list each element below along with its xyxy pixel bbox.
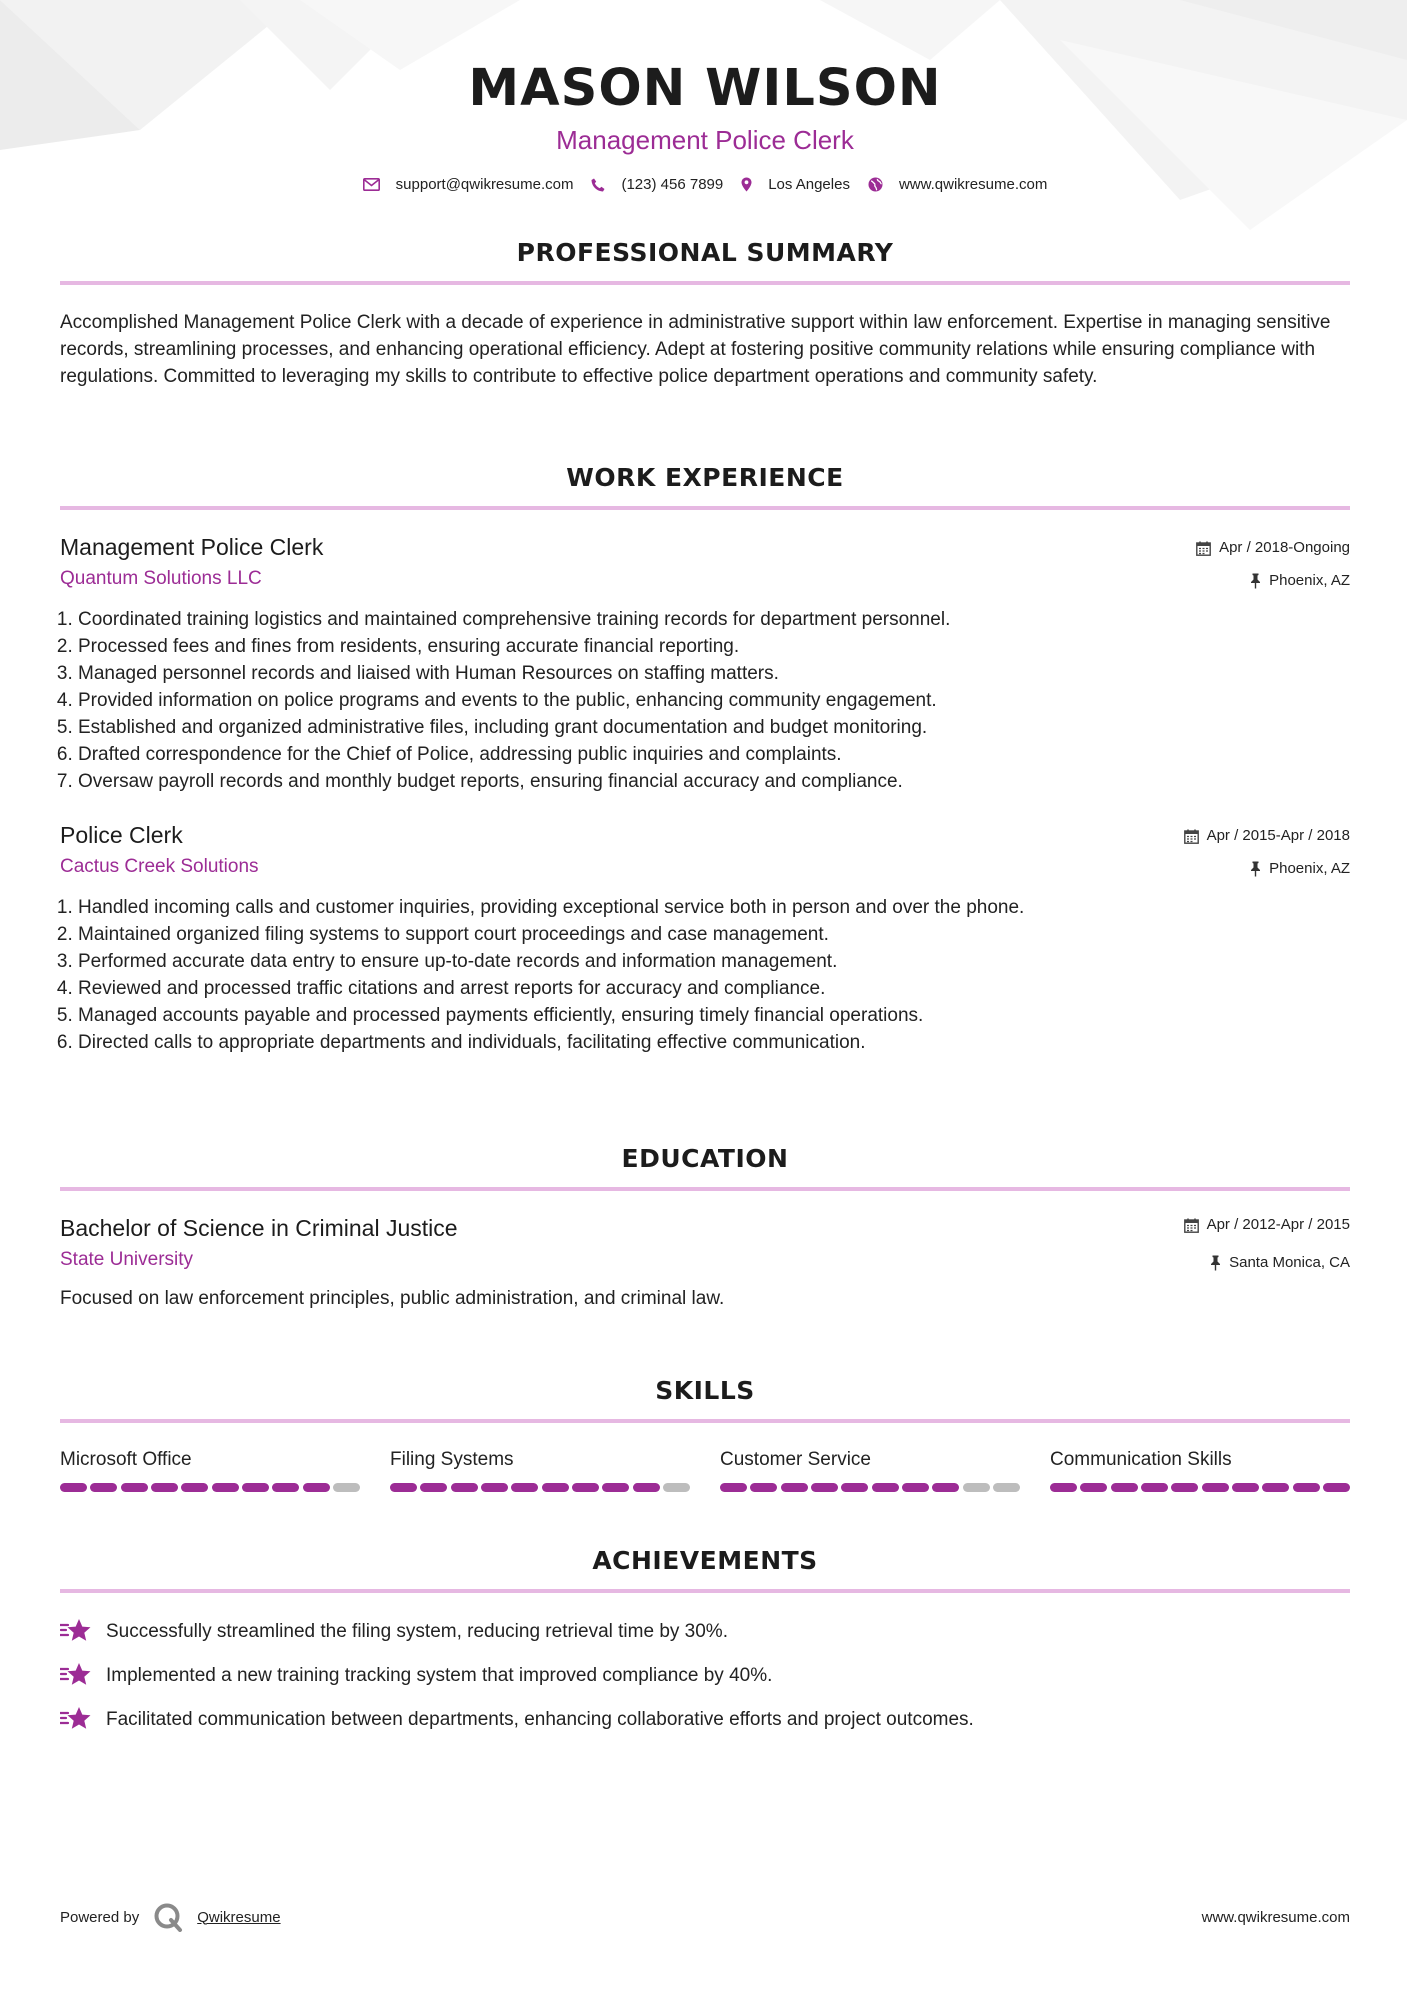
section-divider (60, 1589, 1350, 1593)
section-divider (60, 281, 1350, 285)
duty-item: 5. Established and organized administrative files, including grant documentation and budget monitoring. (78, 714, 1350, 741)
skill-segment-filled (841, 1483, 868, 1492)
job-dates (1196, 538, 1350, 558)
job-duties (60, 606, 1350, 795)
experience-section (60, 462, 1350, 1056)
skill-segment-filled (572, 1483, 599, 1492)
resume-header (60, 0, 1350, 193)
skill-segment-filled (181, 1483, 208, 1492)
job-duties (60, 894, 1350, 1056)
contact-phone-text: (123) 456 7899 (621, 176, 724, 193)
skills-heading: SKILLS (655, 1376, 755, 1405)
skill-segment-filled (811, 1483, 838, 1492)
globe-icon (868, 177, 883, 192)
job-dates (1184, 826, 1350, 846)
job-location-text: Phoenix, AZ (1269, 860, 1350, 877)
duty-item: 2. Processed fees and fines from residents, ensuring accurate financial reporting. (78, 633, 1350, 660)
skill-segment-filled (1202, 1483, 1229, 1492)
job-dates-text: Apr / 2015-Apr / 2018 (1206, 827, 1350, 844)
education-section (60, 1143, 1350, 1312)
qwikresume-link[interactable]: Qwikresume (197, 1908, 281, 1926)
skill-name: Communication Skills (1050, 1449, 1232, 1470)
job-location-text: Phoenix, AZ (1269, 572, 1350, 589)
skill-item (390, 1447, 690, 1492)
skill-segment-filled (1323, 1483, 1350, 1492)
achievement-text: Successfully streamlined the filing system, reducing retrieval time by 30%. (106, 1620, 728, 1642)
skills-section (60, 1375, 1350, 1492)
education-dates-text: Apr / 2012-Apr / 2015 (1206, 1216, 1350, 1233)
duty-item: 5. Managed accounts payable and processed payments efficiently, ensuring timely financial operations. (78, 1002, 1350, 1029)
duty-item: 4. Reviewed and processed traffic citations and arrest reports for accuracy and compliance. (78, 975, 1350, 1002)
achievements-section (60, 1545, 1350, 1741)
skill-segment-filled (390, 1483, 417, 1492)
skill-level-bar (60, 1483, 360, 1492)
skill-segment-filled (542, 1483, 569, 1492)
contact-location (741, 176, 850, 193)
pushpin-icon (1250, 573, 1261, 589)
job-location (1184, 859, 1350, 879)
job-entry (60, 532, 1350, 795)
duty-item: 6. Drafted correspondence for the Chief of Police, addressing public inquiries and complaints. (78, 741, 1350, 768)
calendar-icon (1196, 541, 1211, 556)
education-header (60, 1213, 1350, 1273)
skill-segment-empty (333, 1483, 360, 1492)
skills-list (60, 1447, 1350, 1492)
education-description: Focused on law enforcement principles, public administration, and criminal law. (60, 1288, 725, 1309)
skill-name: Microsoft Office (60, 1449, 192, 1470)
contact-phone[interactable] (591, 176, 723, 193)
summary-heading: PROFESSIONAL SUMMARY (516, 238, 894, 267)
job-location (1196, 571, 1350, 591)
skill-segment-empty (963, 1483, 990, 1492)
duty-item: 1. Handled incoming calls and customer inquiries, providing exceptional service both in person and over the phone. (78, 894, 1350, 921)
skill-segment-filled (303, 1483, 330, 1492)
duty-item: 6. Directed calls to appropriate departments and individuals, facilitating effective communication. (78, 1029, 1350, 1056)
summary-section (60, 237, 1350, 390)
job-entry (60, 820, 1350, 1056)
pushpin-icon (1250, 861, 1261, 877)
job-company: Quantum Solutions LLC (60, 568, 262, 589)
skill-segment-filled (720, 1483, 747, 1492)
skill-level-bar (1050, 1483, 1350, 1492)
job-dates-text: Apr / 2018-Ongoing (1219, 539, 1350, 556)
candidate-title: Management Police Clerk (556, 125, 854, 155)
candidate-name: MASON WILSON (468, 59, 942, 118)
star-icon (60, 1618, 92, 1644)
skill-segment-filled (750, 1483, 777, 1492)
skill-item (1050, 1447, 1350, 1492)
achievements-heading: ACHIEVEMENTS (592, 1546, 818, 1575)
education-location (1184, 1253, 1350, 1273)
footer-branding (60, 1902, 281, 1932)
degree-title: Bachelor of Science in Criminal Justice (60, 1215, 458, 1241)
school-name: State University (60, 1249, 194, 1270)
job-company: Cactus Creek Solutions (60, 856, 259, 877)
contact-email-text: support@qwikresume.com (395, 176, 574, 193)
skill-segment-filled (1080, 1483, 1107, 1492)
skill-segment-filled (60, 1483, 87, 1492)
duty-item: 3. Performed accurate data entry to ensure up-to-date records and information management. (78, 948, 1350, 975)
star-icon (60, 1662, 92, 1688)
achievement-item (60, 1653, 1350, 1697)
map-pin-icon (741, 177, 752, 192)
duty-item: 2. Maintained organized filing systems to support court proceedings and case management. (78, 921, 1350, 948)
education-dates (1184, 1215, 1350, 1235)
skill-segment-filled (872, 1483, 899, 1492)
calendar-icon (1184, 829, 1199, 844)
skill-segment-filled (121, 1483, 148, 1492)
skill-segment-filled (602, 1483, 629, 1492)
skill-segment-filled (902, 1483, 929, 1492)
skill-name: Filing Systems (390, 1449, 514, 1470)
duty-item: 7. Oversaw payroll records and monthly budget reports, ensuring financial accuracy and compliance. (78, 768, 1350, 795)
powered-by-label: Powered by (60, 1908, 140, 1926)
achievement-item (60, 1609, 1350, 1653)
skill-segment-filled (90, 1483, 117, 1492)
skill-segment-filled (272, 1483, 299, 1492)
job-title: Management Police Clerk (60, 534, 324, 560)
skill-segment-filled (781, 1483, 808, 1492)
education-location-text: Santa Monica, CA (1229, 1254, 1350, 1271)
skill-segment-filled (242, 1483, 269, 1492)
skill-segment-filled (420, 1483, 447, 1492)
skill-segment-filled (1293, 1483, 1320, 1492)
summary-text: Accomplished Management Police Clerk with a decade of experience in administrative support within law enforcement. Expertise in managing sensitive records, streamlining processes, and enhancing operational efficiency. Adept at fostering positive community relations while ensuring compliance with regulations. Committed to leveraging my skills to contribute to effective police department operations and community safety. (60, 312, 1331, 387)
footer-website[interactable]: www.qwikresume.com (1201, 1908, 1350, 1926)
contact-website[interactable] (868, 176, 1047, 193)
skill-segment-empty (663, 1483, 690, 1492)
section-divider (60, 506, 1350, 510)
skill-item (60, 1447, 360, 1492)
contact-website-text: www.qwikresume.com (898, 176, 1048, 193)
skill-level-bar (390, 1483, 690, 1492)
pushpin-icon (1210, 1255, 1221, 1271)
envelope-icon (363, 178, 380, 191)
skill-segment-filled (1262, 1483, 1289, 1492)
section-divider (60, 1419, 1350, 1423)
skill-segment-filled (1171, 1483, 1198, 1492)
phone-icon (591, 178, 605, 192)
achievements-list (60, 1609, 1350, 1741)
skill-segment-filled (151, 1483, 178, 1492)
skill-level-bar (720, 1483, 1020, 1492)
page-footer (60, 1902, 1350, 1932)
skill-segment-filled (1141, 1483, 1168, 1492)
achievement-item (60, 1697, 1350, 1741)
education-meta (1184, 1213, 1350, 1273)
contact-email[interactable] (363, 176, 574, 193)
education-heading: EDUCATION (621, 1144, 789, 1173)
skill-segment-filled (932, 1483, 959, 1492)
skill-segment-empty (993, 1483, 1020, 1492)
skill-segment-filled (1050, 1483, 1077, 1492)
education-entry (60, 1213, 1350, 1312)
duty-item: 3. Managed personnel records and liaised with Human Resources on staffing matters. (78, 660, 1350, 687)
job-meta (1184, 820, 1350, 880)
job-header (60, 820, 1350, 880)
skill-segment-filled (511, 1483, 538, 1492)
duty-item: 1. Coordinated training logistics and maintained comprehensive training records for department personnel. (78, 606, 1350, 633)
duty-item: 4. Provided information on police programs and events to the public, enhancing community engagement. (78, 687, 1350, 714)
qwikresume-logo-icon (153, 1902, 183, 1932)
experience-heading: WORK EXPERIENCE (566, 463, 844, 492)
job-title: Police Clerk (60, 822, 183, 848)
skill-item (720, 1447, 1020, 1492)
skill-segment-filled (1232, 1483, 1259, 1492)
calendar-icon (1184, 1218, 1199, 1233)
job-meta (1196, 532, 1350, 592)
achievement-text: Facilitated communication between departments, enhancing collaborative efforts and project outcomes. (106, 1708, 974, 1730)
skill-segment-filled (1111, 1483, 1138, 1492)
skill-name: Customer Service (720, 1449, 871, 1470)
contact-location-text: Los Angeles (768, 176, 850, 193)
achievement-text: Implemented a new training tracking system that improved compliance by 40%. (106, 1664, 773, 1686)
skill-segment-filled (451, 1483, 478, 1492)
resume-content (60, 0, 1350, 1730)
skill-segment-filled (481, 1483, 508, 1492)
section-divider (60, 1187, 1350, 1191)
skill-segment-filled (212, 1483, 239, 1492)
skill-segment-filled (633, 1483, 660, 1492)
star-icon (60, 1706, 92, 1732)
contact-row (60, 176, 1350, 193)
job-header (60, 532, 1350, 592)
